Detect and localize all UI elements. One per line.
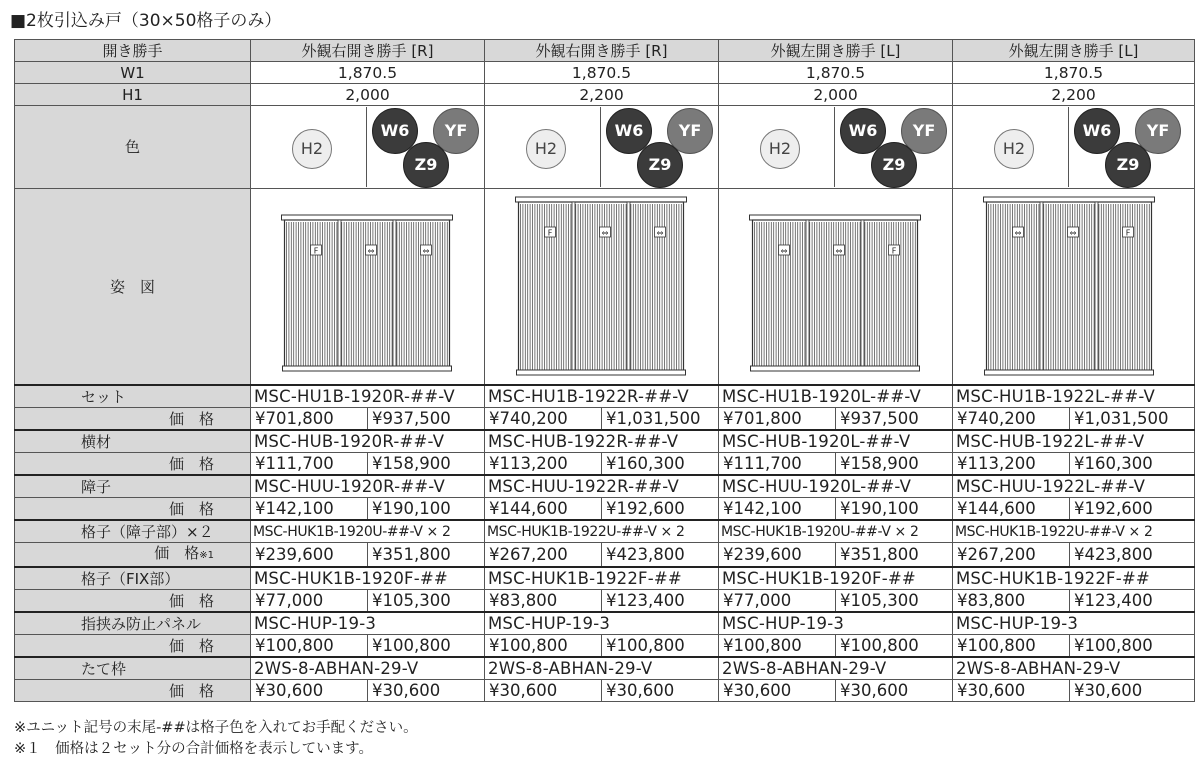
figure-row (15, 189, 1195, 386)
product-code: MSC-HUU-1922R-##-V (485, 475, 719, 498)
sliding-arrow-tag: ⇔ (835, 246, 843, 256)
color-z9-swatch: Z9 (871, 142, 917, 188)
product-code: MSC-HUB-1920L-##-V (719, 430, 953, 453)
sliding-arrow-tag: ⇔ (367, 246, 375, 256)
header-col-4: 外観左開き勝手 [L] (953, 40, 1195, 62)
color-w6-swatch: W6 (1074, 108, 1120, 154)
product-name: 格子（障子部）×２ (15, 520, 251, 543)
color-yf-swatch: YF (433, 108, 479, 154)
price-value: ¥423,800 (602, 543, 719, 568)
price-row (15, 543, 1195, 568)
price-label: 価 格※1 (15, 543, 251, 568)
product-name: 障子 (15, 475, 251, 498)
product-code-row (15, 612, 1195, 635)
color-h2-swatch: H2 (994, 129, 1034, 169)
fixed-panel-tag: F (1125, 228, 1131, 238)
product-code: MSC-HUB-1922L-##-V (953, 430, 1195, 453)
price-value: ¥30,600 (836, 680, 953, 702)
price-row (15, 498, 1195, 521)
price-value: ¥144,600 (485, 498, 602, 521)
product-name: 横材 (15, 430, 251, 453)
price-label: 価 格 (15, 453, 251, 476)
price-value: ¥105,300 (836, 590, 953, 613)
price-value: ¥111,700 (719, 453, 836, 476)
color-swatch-cell (953, 106, 1195, 189)
price-value: ¥83,800 (953, 590, 1070, 613)
price-value: ¥701,800 (251, 408, 368, 431)
header-label: 開き勝手 (15, 40, 251, 62)
price-value: ¥100,800 (251, 635, 368, 658)
page-title: ■2枚引込み戸（30×50格子のみ） (10, 11, 282, 31)
color-z9-swatch: Z9 (637, 142, 683, 188)
color-h2-swatch: H2 (526, 129, 566, 169)
fixed-panel-tag: F (313, 246, 319, 256)
price-value: ¥105,300 (368, 590, 485, 613)
sliding-arrow-tag: ⇔ (601, 228, 609, 238)
price-value: ¥83,800 (485, 590, 602, 613)
price-value: ¥160,300 (602, 453, 719, 476)
price-value: ¥267,200 (953, 543, 1070, 568)
price-value: ¥113,200 (953, 453, 1070, 476)
price-row (15, 590, 1195, 613)
price-value: ¥239,600 (251, 543, 368, 568)
sliding-arrow-tag: ⇔ (1014, 228, 1022, 238)
color-w6-swatch: W6 (372, 108, 418, 154)
footnote: ※１ 価格は２セット分の合計価格を表示しています。 (14, 741, 373, 757)
fixed-panel-tag: F (891, 246, 897, 256)
product-code: MSC-HUK1B-1922F-## (485, 567, 719, 590)
door-figure-cell (251, 189, 485, 386)
footnote: ※ユニット記号の末尾-##は格子色を入れてお手配ください。 (14, 720, 418, 736)
product-code-row (15, 475, 1195, 498)
product-code-row (15, 430, 1195, 453)
product-code-row (15, 385, 1195, 408)
color-z9-swatch: Z9 (403, 142, 449, 188)
product-code: MSC-HUU-1922L-##-V (953, 475, 1195, 498)
price-value: ¥267,200 (485, 543, 602, 568)
price-value: ¥190,100 (836, 498, 953, 521)
product-code: MSC-HUK1B-1922U-##-V × 2 (485, 520, 719, 543)
product-code: MSC-HUP-19-3 (719, 612, 953, 635)
product-code: 2WS-8-ABHAN-29-V (485, 657, 719, 680)
price-value: ¥351,800 (368, 543, 485, 568)
header-col-2: 外観右開き勝手 [R] (485, 40, 719, 62)
price-value: ¥192,600 (1070, 498, 1195, 521)
product-code: MSC-HUP-19-3 (485, 612, 719, 635)
color-swatch-cell (251, 106, 485, 189)
price-value: ¥113,200 (485, 453, 602, 476)
price-value: ¥100,800 (368, 635, 485, 658)
door-figure-cell (485, 189, 719, 386)
h1-row (15, 84, 1195, 106)
price-value: ¥142,100 (251, 498, 368, 521)
price-value: ¥158,900 (368, 453, 485, 476)
spec-table (14, 39, 1195, 702)
price-value: ¥937,500 (836, 408, 953, 431)
door-elevation-drawing (251, 190, 483, 383)
color-h2-swatch: H2 (292, 129, 332, 169)
sliding-arrow-tag: ⇔ (780, 246, 788, 256)
header-row (15, 40, 1195, 62)
price-value: ¥100,800 (602, 635, 719, 658)
product-code: MSC-HUK1B-1922U-##-V × 2 (953, 520, 1195, 543)
price-value: ¥351,800 (836, 543, 953, 568)
product-code: MSC-HUK1B-1920U-##-V × 2 (251, 520, 485, 543)
door-elevation-drawing (719, 190, 951, 383)
price-value: ¥701,800 (719, 408, 836, 431)
color-z9-swatch: Z9 (1105, 142, 1151, 188)
product-code-row (15, 657, 1195, 680)
price-value: ¥1,031,500 (1070, 408, 1195, 431)
price-row (15, 453, 1195, 476)
product-name: たて枠 (15, 657, 251, 680)
product-code: MSC-HUK1B-1920F-## (719, 567, 953, 590)
price-value: ¥1,031,500 (602, 408, 719, 431)
w1-value: 1,870.5 (953, 62, 1195, 84)
w1-row (15, 62, 1195, 84)
product-code: 2WS-8-ABHAN-29-V (953, 657, 1195, 680)
price-row (15, 408, 1195, 431)
product-name: セット (15, 385, 251, 408)
product-code: MSC-HUB-1922R-##-V (485, 430, 719, 453)
price-value: ¥192,600 (602, 498, 719, 521)
product-code: 2WS-8-ABHAN-29-V (719, 657, 953, 680)
price-value: ¥100,800 (953, 635, 1070, 658)
price-value: ¥740,200 (953, 408, 1070, 431)
price-value: ¥142,100 (719, 498, 836, 521)
w1-value: 1,870.5 (485, 62, 719, 84)
w1-value: 1,870.5 (251, 62, 485, 84)
figure-label: 姿 図 (15, 189, 251, 386)
color-h2-swatch: H2 (760, 129, 800, 169)
door-figure-cell (953, 189, 1195, 386)
price-value: ¥100,800 (836, 635, 953, 658)
price-label: 価 格 (15, 498, 251, 521)
product-code: 2WS-8-ABHAN-29-V (251, 657, 485, 680)
product-code: MSC-HUK1B-1920F-## (251, 567, 485, 590)
sliding-arrow-tag: ⇔ (656, 228, 664, 238)
price-label: 価 格 (15, 680, 251, 702)
color-w6-swatch: W6 (606, 108, 652, 154)
price-value: ¥937,500 (368, 408, 485, 431)
color-label: 色 (15, 106, 251, 189)
price-value: ¥30,600 (953, 680, 1070, 702)
color-w6-swatch: W6 (840, 108, 886, 154)
product-code: MSC-HU1B-1920L-##-V (719, 385, 953, 408)
fixed-panel-tag: F (547, 228, 553, 238)
sliding-arrow-tag: ⇔ (422, 246, 430, 256)
color-swatch-cell (719, 106, 953, 189)
price-value: ¥123,400 (1070, 590, 1195, 613)
price-value: ¥100,800 (719, 635, 836, 658)
footnotes (14, 718, 418, 760)
color-yf-swatch: YF (1135, 108, 1181, 154)
price-value: ¥160,300 (1070, 453, 1195, 476)
color-yf-swatch: YF (667, 108, 713, 154)
price-label: 価 格 (15, 635, 251, 658)
product-name: 格子（FIX部） (15, 567, 251, 590)
door-elevation-drawing (953, 190, 1185, 383)
color-yf-swatch: YF (901, 108, 947, 154)
product-code: MSC-HUK1B-1922F-## (953, 567, 1195, 590)
product-code: MSC-HU1B-1922L-##-V (953, 385, 1195, 408)
price-value: ¥111,700 (251, 453, 368, 476)
h1-value: 2,200 (485, 84, 719, 106)
price-value: ¥100,800 (485, 635, 602, 658)
product-name: 指挟み防止パネル (15, 612, 251, 635)
product-code: MSC-HUP-19-3 (251, 612, 485, 635)
color-row (15, 106, 1195, 189)
product-code: MSC-HU1B-1922R-##-V (485, 385, 719, 408)
door-elevation-drawing (485, 190, 717, 383)
price-value: ¥123,400 (602, 590, 719, 613)
w1-label: W1 (15, 62, 251, 84)
product-code: MSC-HUP-19-3 (953, 612, 1195, 635)
product-code-row (15, 567, 1195, 590)
price-value: ¥239,600 (719, 543, 836, 568)
price-value: ¥30,600 (485, 680, 602, 702)
h1-value: 2,000 (251, 84, 485, 106)
header-col-1: 外観右開き勝手 [R] (251, 40, 485, 62)
w1-value: 1,870.5 (719, 62, 953, 84)
price-value: ¥30,600 (368, 680, 485, 702)
price-note-mark: ※1 (199, 550, 214, 561)
price-label: 価 格 (15, 408, 251, 431)
sliding-arrow-tag: ⇔ (1069, 228, 1077, 238)
price-value: ¥158,900 (836, 453, 953, 476)
h1-value: 2,200 (953, 84, 1195, 106)
price-value: ¥740,200 (485, 408, 602, 431)
header-col-3: 外観左開き勝手 [L] (719, 40, 953, 62)
price-value: ¥144,600 (953, 498, 1070, 521)
price-value: ¥77,000 (251, 590, 368, 613)
door-figure-cell (719, 189, 953, 386)
product-code: MSC-HUK1B-1920U-##-V × 2 (719, 520, 953, 543)
price-value: ¥30,600 (251, 680, 368, 702)
price-value: ¥190,100 (368, 498, 485, 521)
h1-value: 2,000 (719, 84, 953, 106)
price-value: ¥423,800 (1070, 543, 1195, 568)
price-value: ¥30,600 (1070, 680, 1195, 702)
price-value: ¥30,600 (602, 680, 719, 702)
price-row (15, 635, 1195, 658)
price-value: ¥30,600 (719, 680, 836, 702)
price-label: 価 格 (15, 590, 251, 613)
price-row (15, 680, 1195, 702)
product-code: MSC-HUU-1920L-##-V (719, 475, 953, 498)
product-code: MSC-HU1B-1920R-##-V (251, 385, 485, 408)
product-code: MSC-HUU-1920R-##-V (251, 475, 485, 498)
h1-label: H1 (15, 84, 251, 106)
price-value: ¥77,000 (719, 590, 836, 613)
price-value: ¥100,800 (1070, 635, 1195, 658)
color-swatch-cell (485, 106, 719, 189)
product-code: MSC-HUB-1920R-##-V (251, 430, 485, 453)
product-code-row (15, 520, 1195, 543)
